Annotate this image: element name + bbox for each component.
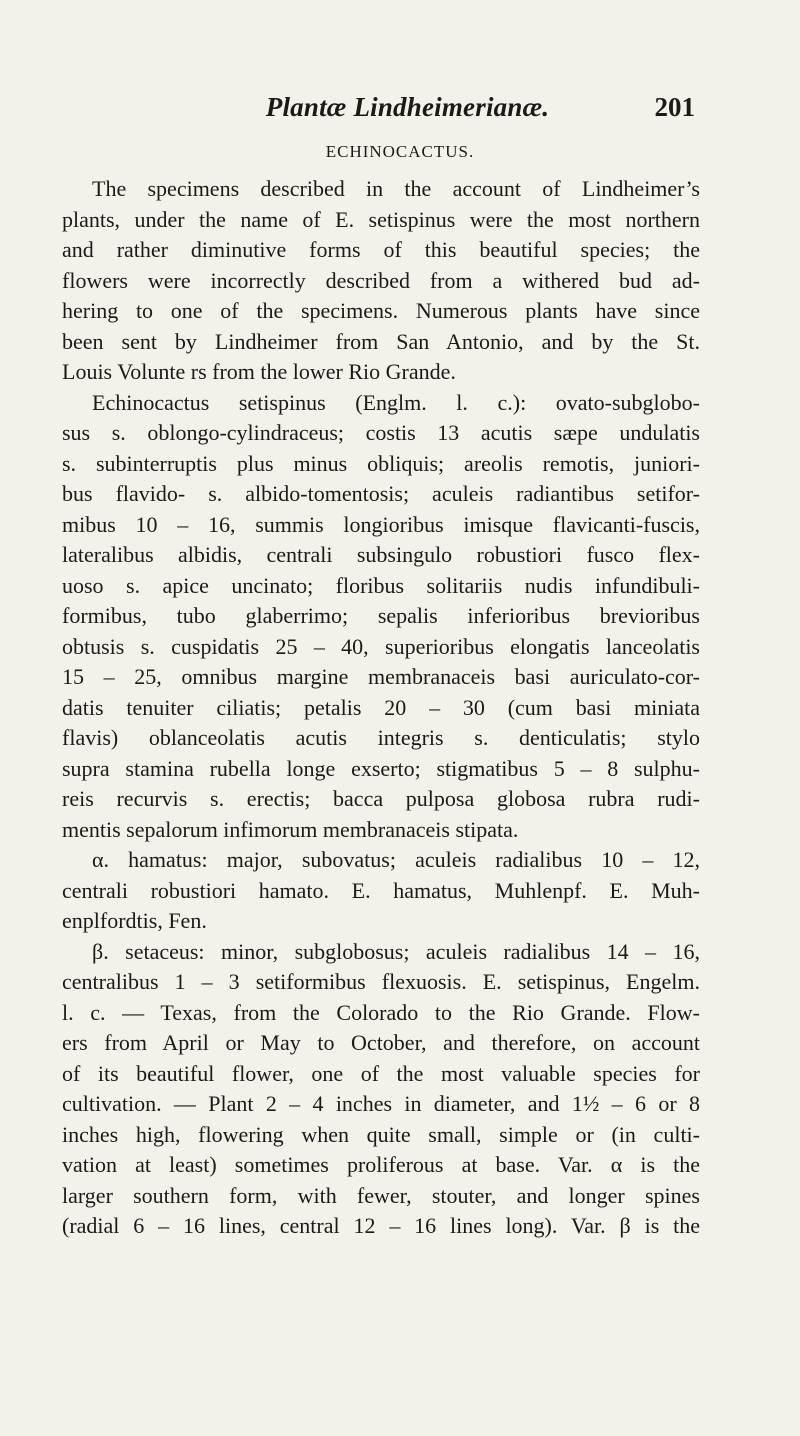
- text-line: formibus, tubo glaberrimo; sepalis inferioribus brevioribus: [62, 603, 700, 628]
- text-line: larger southern form, with fewer, stouter, and longer spines: [62, 1182, 700, 1208]
- text-line: ers from April or May to October, and therefore, on account: [62, 1030, 700, 1055]
- text-line: l. c. — Texas, from the Colorado to the Rio Grande. Flow-: [62, 999, 700, 1025]
- text-line: flowers were incorrectly described from a withered bud ad-: [62, 267, 700, 293]
- running-title: Plantæ Lindheimerianæ.: [265, 92, 550, 122]
- text-line: enplfordtis, Fen.: [62, 908, 207, 933]
- text-line: supra stamina rubella longe exserto; stigmatibus 5 – 8 sulphu-: [62, 755, 700, 781]
- text-line: datis tenuiter ciliatis; petalis 20 – 30 (cum basi miniata: [62, 694, 700, 720]
- text-line: α. hamatus: major, subovatus; aculeis radialibus 10 – 12,: [92, 847, 700, 872]
- text-line: The specimens described in the account of Lindheimer’s: [92, 176, 700, 201]
- text-line: vation at least) sometimes proliferous at base. Var. α is the: [62, 1152, 700, 1177]
- text-line: cultivation. — Plant 2 – 4 inches in diameter, and 1½ – 6 or 8: [62, 1091, 700, 1116]
- text-line: flavis) oblanceolatis acutis integris s. denticulatis; stylo: [62, 725, 700, 750]
- text-line: (radial 6 – 16 lines, central 12 – 16 lines long). Var. β is the: [62, 1213, 700, 1238]
- text-line: Louis Volunte rs from the lower Rio Grande.: [62, 359, 456, 384]
- text-line: bus flavido- s. albido-tomentosis; aculeis radiantibus setifor-: [62, 481, 700, 506]
- text-line: hering to one of the specimens. Numerous plants have since: [62, 298, 700, 323]
- text-line: uoso s. apice uncinato; floribus solitariis nudis infundibuli-: [62, 572, 700, 598]
- text-line: centralibus 1 – 3 setiformibus flexuosis. E. setispinus, Engelm.: [62, 969, 700, 994]
- text-line: reis recurvis s. erectis; bacca pulposa globosa rubra rudi-: [62, 786, 700, 811]
- text-line: inches high, flowering when quite small, simple or (in culti-: [62, 1121, 700, 1147]
- section-heading: ECHINOCACTUS.: [325, 142, 475, 161]
- page-number: 201: [654, 92, 695, 122]
- body-text: [62, 174, 700, 1242]
- text-line: Echinocactus setispinus (Englm. l. c.): ovato-subglobo-: [92, 389, 700, 415]
- text-line: lateralibus albidis, centrali subsingulo robustiori fusco flex-: [62, 542, 700, 567]
- text-line: obtusis s. cuspidatis 25 – 40, superioribus elongatis lanceolatis: [62, 633, 700, 659]
- text-line: mibus 10 – 16, summis longioribus imisque flavicanti-fuscis,: [62, 511, 700, 537]
- text-line: s. subinterruptis plus minus obliquis; areolis remotis, juniori-: [62, 450, 700, 476]
- text-line: centrali robustiori hamato. E. hamatus, Muhlenpf. E. Muh-: [62, 877, 700, 903]
- running-head: [120, 92, 695, 126]
- text-line: sus s. oblongo-cylindraceus; costis 13 acutis sæpe undulatis: [62, 420, 700, 445]
- text-line: and rather diminutive forms of this beautiful species; the: [62, 237, 700, 262]
- text-line: of its beautiful flower, one of the most valuable species for: [62, 1060, 700, 1086]
- text-line: 15 – 25, omnibus margine membranaceis basi auriculato-cor-: [62, 664, 700, 689]
- text-line: been sent by Lindheimer from San Antonio, and by the St.: [62, 328, 700, 354]
- text-line: β. setaceus: minor, subglobosus; aculeis radialibus 14 – 16,: [92, 938, 700, 964]
- text-line: mentis sepalorum infimorum membranaceis stipata.: [62, 816, 519, 842]
- text-line: plants, under the name of E. setispinus were the most northern: [62, 206, 700, 232]
